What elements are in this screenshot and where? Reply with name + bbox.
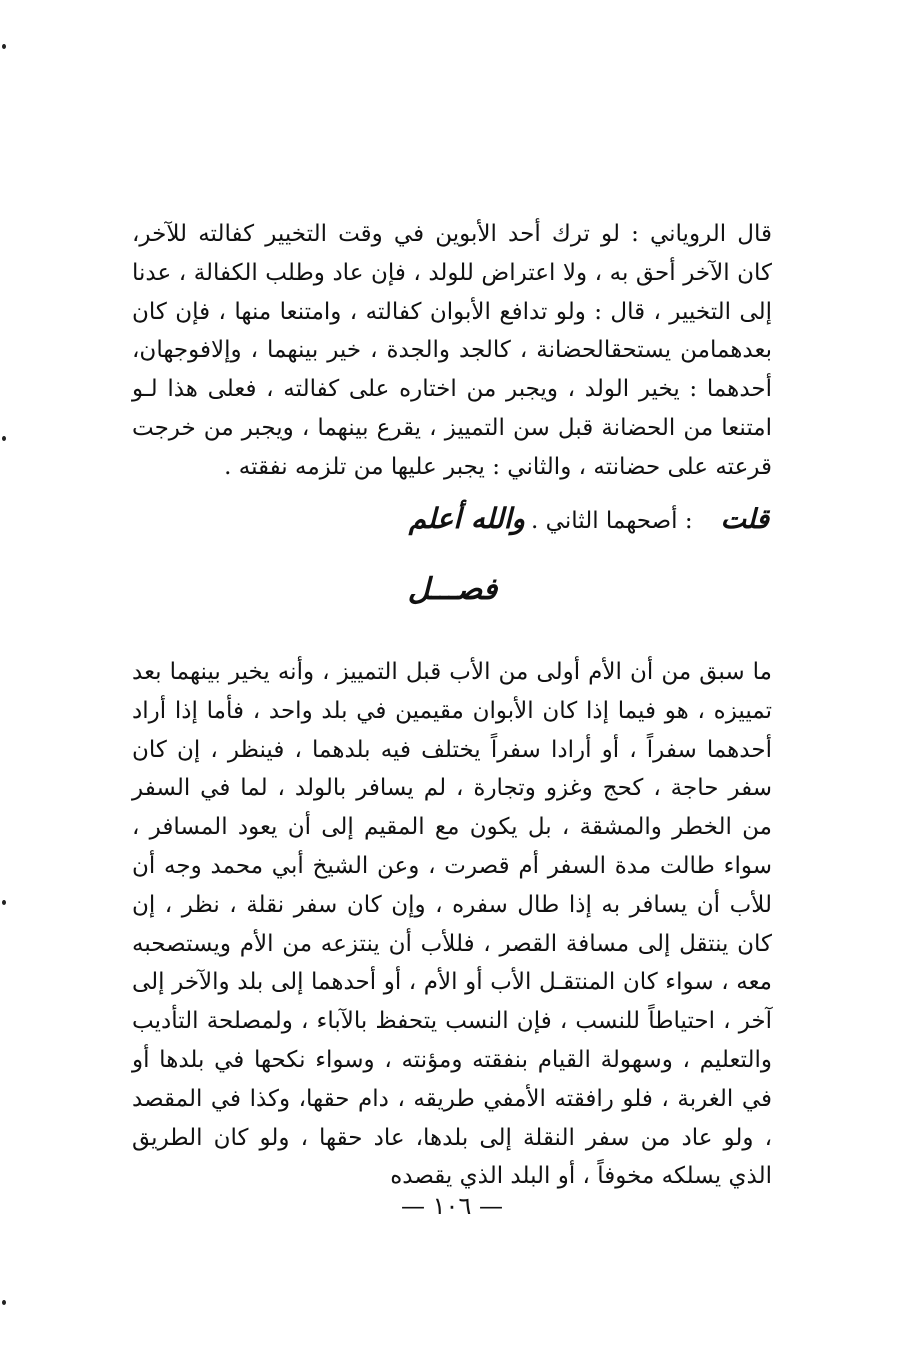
qult-text: أصحهما الثاني . xyxy=(531,508,678,534)
scan-speck xyxy=(2,900,6,905)
qult-colon: : xyxy=(684,508,693,534)
scan-speck xyxy=(2,436,6,441)
scan-speck xyxy=(2,1300,6,1305)
body-paragraph: قال الروياني : لو ترك أحد الأبوين في وقت التخيير كفالته للآخر، كان الآخر أحق به ، ولا اعتراض للولد ، فإن عاد وطلب الكفالة ، عدنا إلى التخيير ، قال : ولو تدافع الأبوان كفالته ، وامتنعا منها ، فإن كان بعدهمامن يستحقالحضانة ، كالجد والجدة ، خير بينهما ، وإلافوجهان، أحدهما : يخير الولد ، ويجبر من اختاره على كفالته ، فعلى هذا لـو امتنعا من الحضانة قبل سن التمييز ، يقرع بينهما ، ويجبر من خرجت قرعته على حضانته ، والثاني : يجبر عليها من تلزمه نفقته . xyxy=(132,221,772,480)
body-paragraph: ما سبق من أن الأم أولى من الأب قبل التمييز ، وأنه يخير بينهما بعد تمييزه ، هو فيما إذا كان الأبوان مقيمين في بلد واحد ، فأما إذا أراد أحدهما سفراً ، أو أرادا سفراً يختلف فيه بلدهما ، فينظر ، إن كان سفر حاجة ، كحج وغزو وتجارة ، لم يسافر بالولد ، لما في السفر من الخطر والمشقة ، بل يكون مع المقيم إلى أن يعود المسافر ، سواء طالت مدة السفر أم قصرت ، وعن الشيخ أبي محمد وجه أن للأب أن يسافر به إذا طال سفره ، وإن كان سفر نقلة ، نظر ، إن كان ينتقل إلى مسافة القصر ، فللأب أن ينتزعه من الأم ويستصحبه معه ، سواء كان المنتقـل الأب أو الأم ، أو أحدهما إلى بلد والآخر إلى آخر ، احتياطاً للنسب ، فإن النسب يتحفظ بالآباء ، ولمصلحة التأديب والتعليم ، وسهولة القيام بنفقته ومؤنته ، وسواء نكحها في بلدها أو في الغربة ، فلو رافقته الأمفي طريقه ، دام حقها، وكذا في المقصد ، ولو عاد من سفر النقلة إلى بلدها، عاد حقها ، ولو كان الطريق الذي يسلكه مخوفاً ، أو البلد الذي يقصده xyxy=(132,659,772,1190)
section-heading: فصـــل xyxy=(407,572,498,607)
page-number: — ١٠٦ — xyxy=(401,1192,503,1220)
qult-label: قلت xyxy=(720,504,769,535)
scan-speck xyxy=(2,44,6,49)
qult-note xyxy=(209,499,769,541)
qult-closing: والله أعلم xyxy=(408,502,526,535)
